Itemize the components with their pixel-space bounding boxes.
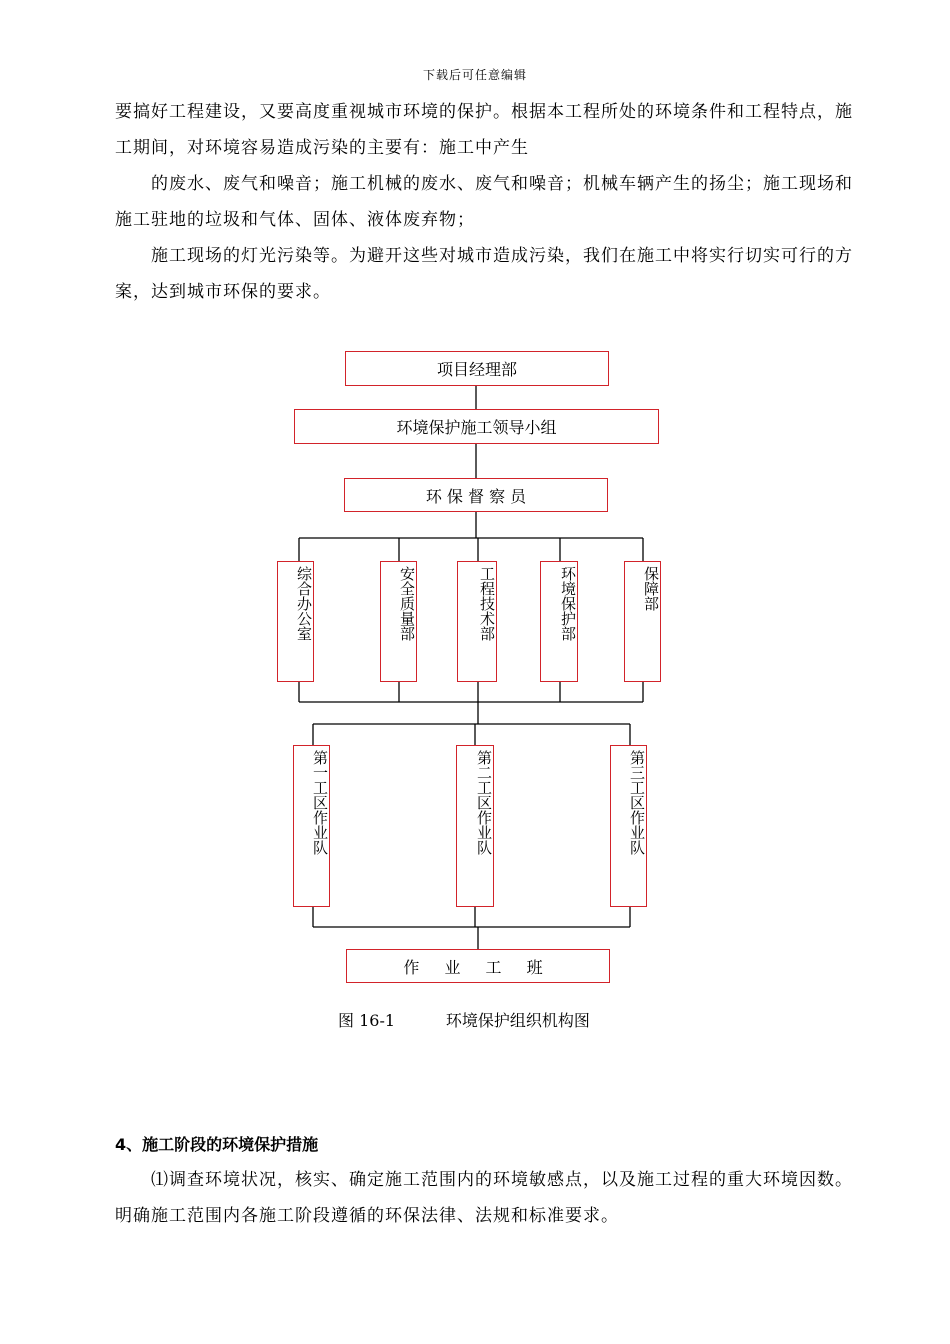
section-heading: 4、施工阶段的环境保护措施 xyxy=(115,1135,319,1154)
org-box-dept-support: 保障部 xyxy=(624,561,661,682)
org-box-team-2: 第二工区作业队 xyxy=(456,745,494,907)
org-box-work-crew: 作 业 工 班 xyxy=(346,949,610,983)
paragraph-1: 要搞好工程建设，又要高度重视城市环境的保护。根据本工程所处的环境条件和工程特点，施工期间，对环境容易造成污染的主要有：施工中产生 xyxy=(115,102,853,158)
org-box-dept-environment: 环境保护部 xyxy=(540,561,578,682)
org-box-team-3: 第三工区作业队 xyxy=(610,745,647,907)
section-paragraph: ⑴调查环境状况，核实、确定施工范围内的环境敏感点，以及施工过程的重大环境因数。明确施工范围内各施工阶段遵循的环保法律、法规和标准要求。 xyxy=(115,1170,853,1226)
org-box-project-manager: 项目经理部 xyxy=(345,351,609,386)
org-box-dept-safety-quality: 安全质量部 xyxy=(380,561,417,682)
paragraph-2: 的废水、废气和噪音；施工机械的废水、废气和噪音；机械车辆产生的扬尘；施工现场和施工驻地的垃圾和气体、固体、液体废弃物； xyxy=(115,174,853,230)
paragraph-3: 施工现场的灯光污染等。为避开这些对城市造成污染，我们在施工中将实行切实可行的方案，达到城市环保的要求。 xyxy=(115,246,853,302)
org-box-team-1: 第一工区作业队 xyxy=(293,745,330,907)
org-box-leadership-group: 环境保护施工领导小组 xyxy=(294,409,659,444)
header-note: 下载后可任意编辑 xyxy=(422,68,527,82)
figure-caption: 图 16-1 环境保护组织机构图 xyxy=(338,1011,590,1030)
org-box-dept-engineering: 工程技术部 xyxy=(457,561,497,682)
org-box-inspector: 环 保 督 察 员 xyxy=(344,478,608,512)
org-box-dept-general-office: 综合办公室 xyxy=(277,561,314,682)
